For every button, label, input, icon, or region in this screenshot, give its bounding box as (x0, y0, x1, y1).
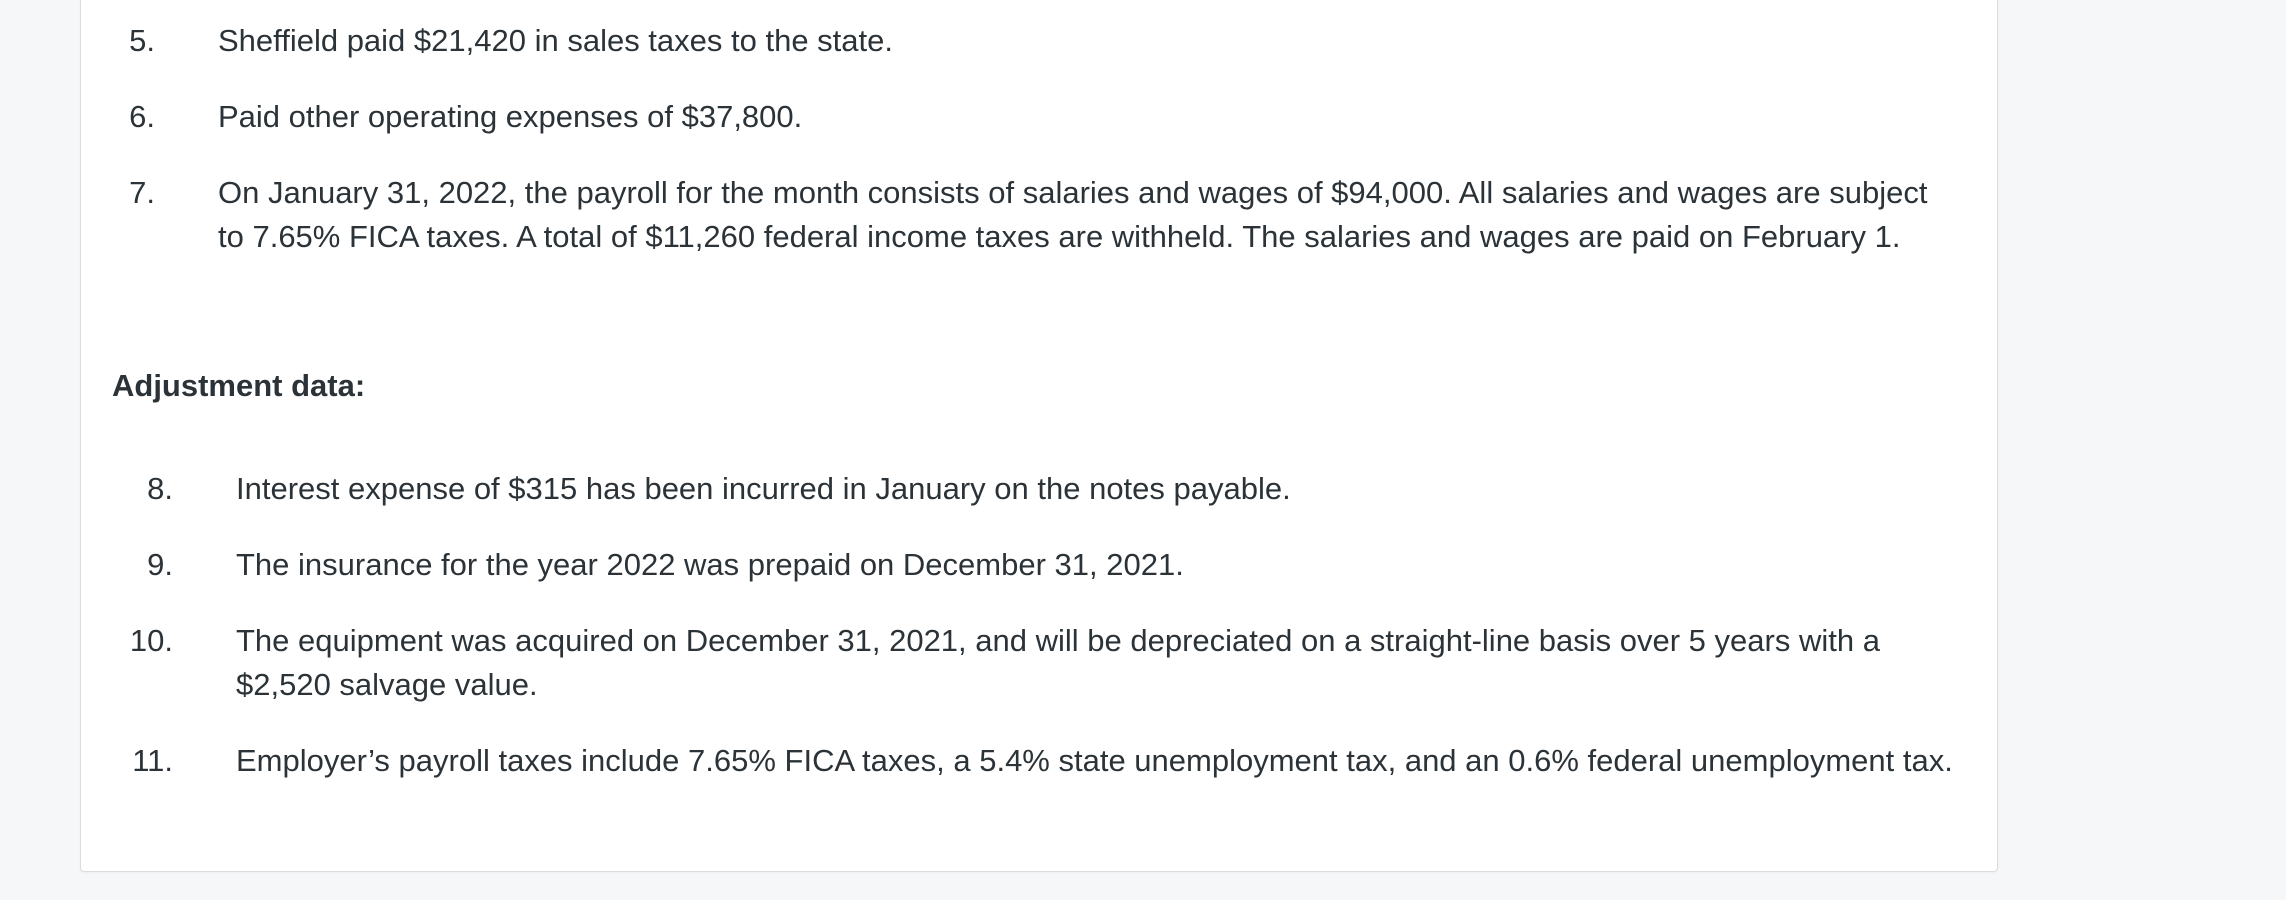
item-text: Interest expense of $315 has been incurred in January on the notes payable. (236, 471, 1291, 506)
item-text-line-1: The equipment was acquired on December 31, 2021, and will be depreciated on a straight-line basis over 5 years with a (236, 623, 1880, 658)
item-number: 5. (129, 23, 155, 58)
adjustment-heading: Adjustment data: (112, 368, 366, 403)
item-number: 7. (129, 175, 155, 210)
item-text-line-2: $2,520 salvage value. (236, 667, 538, 702)
item-text: Sheffield paid $21,420 in sales taxes to the state. (218, 23, 894, 58)
item-text: Paid other operating expenses of $37,800. (218, 99, 803, 134)
item-text: The insurance for the year 2022 was prepaid on December 31, 2021. (236, 547, 1184, 582)
item-number: 6. (129, 99, 155, 134)
item-number: 11. (132, 743, 173, 778)
item-number: 10. (129, 623, 173, 658)
item-number: 8. (147, 471, 173, 506)
item-number: 9. (147, 547, 173, 582)
item-text: Employer’s payroll taxes include 7.65% FICA taxes, a 5.4% state unemployment tax, and an 0.6% federal unemployment tax. (236, 743, 1953, 778)
item-text-line-1: On January 31, 2022, the payroll for the month consists of salaries and wages of $94,000. All salaries and wages are subject (218, 175, 1928, 210)
item-text-line-2: to 7.65% FICA taxes. A total of $11,260 federal income taxes are withheld. The salaries and wages are paid on February 1. (218, 219, 1901, 254)
